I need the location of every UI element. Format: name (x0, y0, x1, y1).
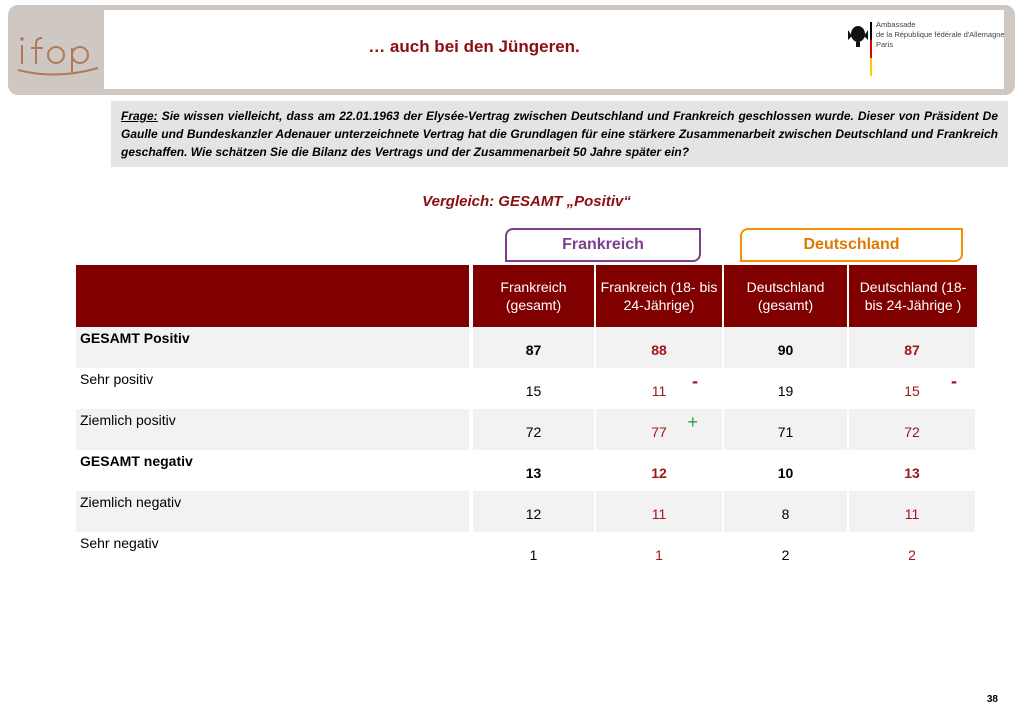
cell-value: 15 (473, 368, 596, 409)
cell-value: 1 (596, 532, 724, 573)
cell-value: 1 (473, 532, 596, 573)
table-row (76, 368, 977, 409)
cell-value: 8 (724, 491, 849, 532)
cell-value: 11 (849, 491, 977, 532)
tab-frankreich: Frankreich (505, 228, 701, 262)
embassy-line-3: Paris (876, 40, 894, 49)
header-empty-cell (76, 265, 473, 327)
cell-value: 12 (473, 491, 596, 532)
cell-value: 12 (596, 450, 724, 491)
decrease-mark: - (692, 371, 698, 391)
cell-value-with-mark (596, 409, 724, 450)
question-text: Sie wissen vielleicht, dass am 22.01.1963 der Elysée-Vertrag zwischen Deutschland und Frankreich geschlossen wurde. Dieser von Präsident De Gaulle und Bundeskanzler Adenauer unterzeichnete Vertrag hat die Grundlagen für eine stärkere Zusammenarbeit zwischen Deutschland und Frankreich geschaffen. Wie schätzen Sie die Bilanz des Vertrags und der Zusammenarbeit 50 Jahre später ein? (121, 109, 998, 159)
table-row (76, 327, 977, 368)
table-row (76, 491, 977, 532)
cell-value: 13 (849, 450, 977, 491)
tab-deutschland: Deutschland (740, 228, 963, 262)
table-row (76, 532, 977, 573)
col-header-deutschland-jung: Deutschland (18- bis 24-Jährige ) (849, 265, 977, 327)
cell-value: 90 (724, 327, 849, 368)
question-box (111, 101, 1008, 167)
cell-value: 88 (596, 327, 724, 368)
table-header-row (76, 265, 977, 327)
cell-value: 72 (473, 409, 596, 450)
cell-value: 11 (596, 491, 724, 532)
row-label: Ziemlich negativ (76, 491, 473, 532)
question-label: Frage: (121, 109, 158, 123)
cell-value: 11 (651, 383, 667, 399)
row-label: GESAMT negativ (76, 450, 473, 491)
results-table (76, 265, 977, 573)
col-header-deutschland-gesamt: Deutschland (gesamt) (724, 265, 849, 327)
cell-value: 87 (473, 327, 596, 368)
increase-mark: + (687, 412, 698, 432)
ifop-logo (14, 28, 100, 78)
slide-title: … auch bei den Jüngeren. (368, 37, 580, 56)
row-label: GESAMT Positiv (76, 327, 473, 368)
decrease-mark: - (951, 371, 957, 391)
cell-value: 77 (651, 424, 667, 440)
cell-value: 71 (724, 409, 849, 450)
embassy-line-1: Ambassade (876, 20, 916, 29)
row-label: Sehr negativ (76, 532, 473, 573)
col-header-frankreich-gesamt: Frankreich (gesamt) (473, 265, 596, 327)
embassy-text (876, 20, 1005, 50)
cell-value: 87 (849, 327, 977, 368)
cell-value: 15 (904, 383, 920, 399)
cell-value: 2 (724, 532, 849, 573)
comparison-title: Vergleich: GESAMT „Positiv“ (422, 193, 631, 210)
table-row (76, 450, 977, 491)
cell-value-with-mark (849, 368, 977, 409)
page-number: 38 (986, 694, 998, 705)
row-label: Sehr positiv (76, 368, 473, 409)
cell-value: 72 (849, 409, 977, 450)
row-label: Ziemlich positiv (76, 409, 473, 450)
embassy-line-2: de la République fédérale d'Allemagne (876, 30, 1005, 39)
cell-value: 10 (724, 450, 849, 491)
cell-value: 13 (473, 450, 596, 491)
table-row (76, 409, 977, 450)
cell-value-with-mark (596, 368, 724, 409)
cell-value: 2 (849, 532, 977, 573)
cell-value: 19 (724, 368, 849, 409)
col-header-frankreich-jung: Frankreich (18- bis 24-Jährige) (596, 265, 724, 327)
